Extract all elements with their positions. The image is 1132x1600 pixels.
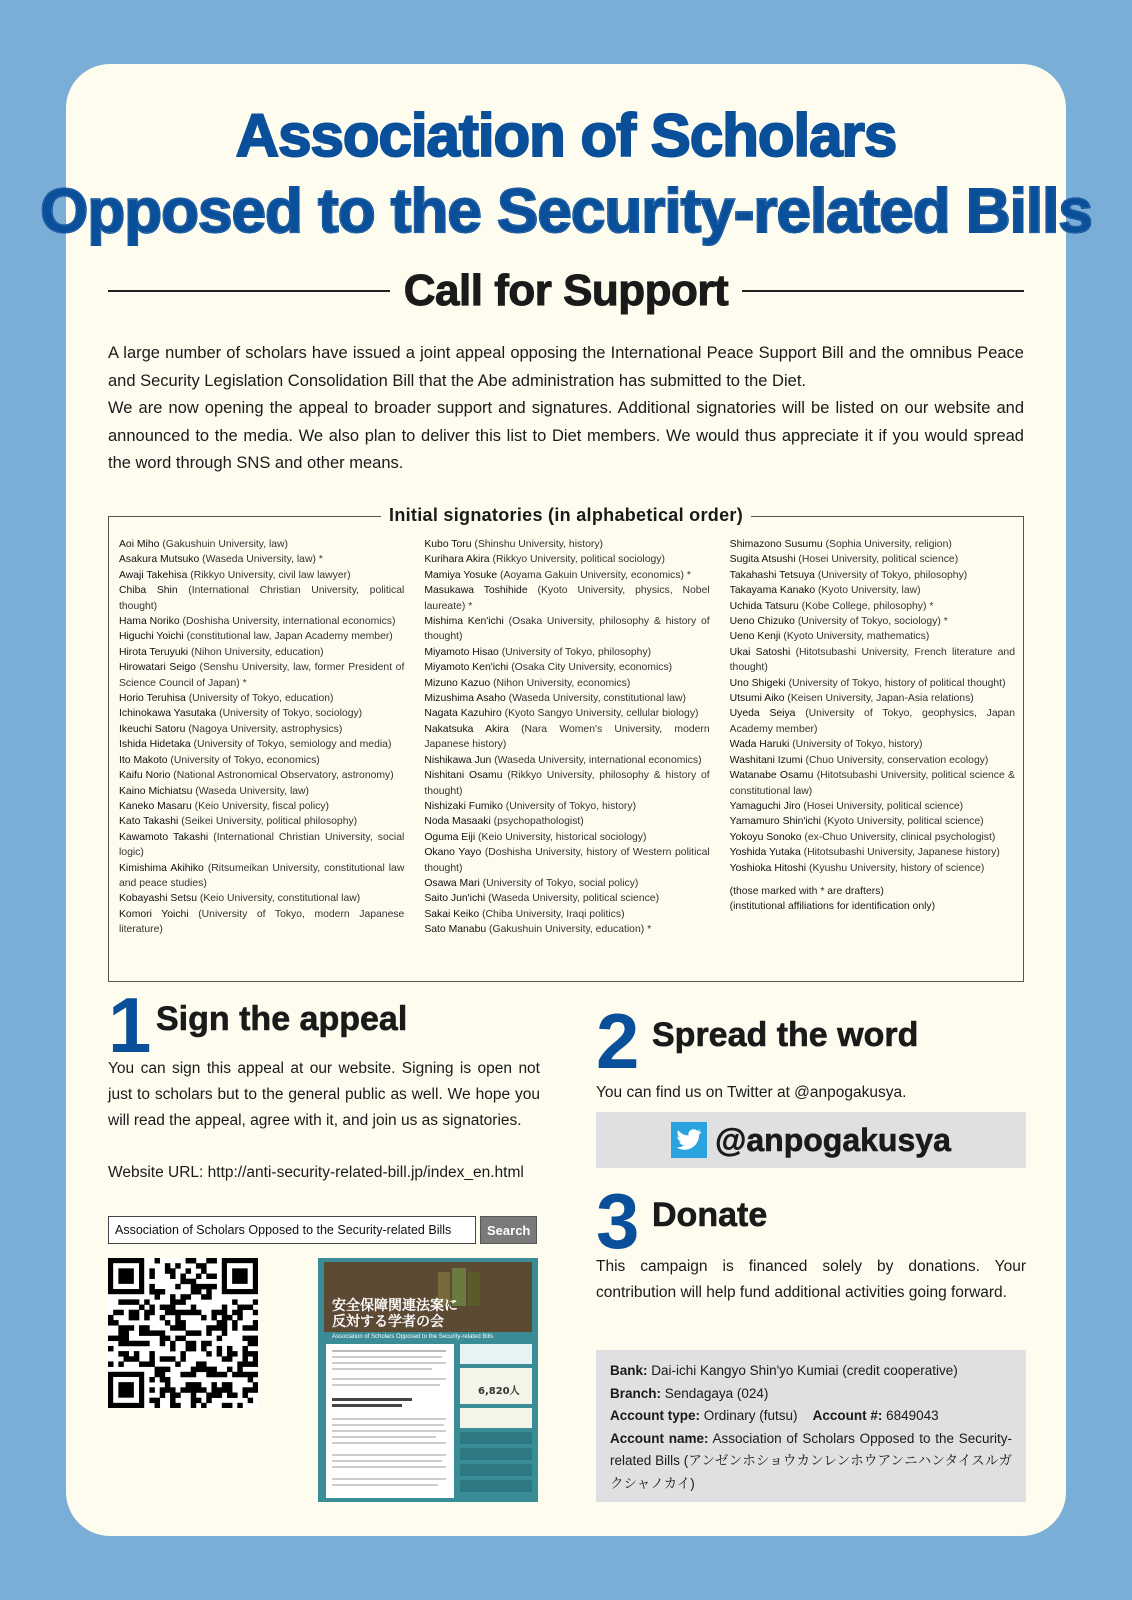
signatory-affiliation: (International Christian University, political thought) (119, 585, 405, 612)
signatory-name: Nishikawa Jun (424, 754, 492, 766)
website-screenshot (318, 1258, 538, 1502)
signatory-affiliation: (University of Tokyo, history of political thought) (788, 677, 1006, 689)
signatory-name: Mamiya Yosuke (424, 569, 498, 581)
signatory-item (424, 753, 709, 768)
intro-text (108, 340, 1024, 478)
signatory-affiliation: (International Christian University, social logic) (119, 831, 405, 859)
section-3-number: 3 (596, 1177, 640, 1265)
signatory-affiliation: (Rikkyo University, civil law lawyer) (190, 569, 351, 581)
signatory-name: Ukai Satoshi (729, 646, 791, 658)
shot-jp-title-1: 安全保障関連法案に (332, 1298, 458, 1314)
signatory-affiliation: (Kyoto University, mathematics) (783, 631, 930, 643)
signatory-affiliation: (Kyoto University, physics, Nobel laureate) * (424, 585, 710, 612)
signatory-affiliation: (Hitotsubashi University, political science & constitutional law) (729, 770, 1015, 797)
signatory-item (424, 722, 709, 753)
signatory-affiliation: (Hosei University, political science) (798, 554, 959, 566)
signatory-affiliation: (Gakushuin University, education) * (489, 924, 652, 936)
signatory-affiliation: (National Astronomical Observatory, astronomy) (173, 770, 394, 782)
signatory-affiliation: (Ritsumeikan University, constitutional law and peace studies) (119, 862, 405, 889)
signatory-affiliation: (Waseda University, political science) (488, 893, 660, 905)
signatory-affiliation: (Aoyama Gakuin University, economics) * (500, 569, 691, 581)
signatory-affiliation: (Kyushu University, history of science) (808, 862, 985, 874)
signatory-item (119, 706, 404, 721)
shot-counter: 6,820人 (478, 1386, 520, 1397)
signatory-name: Uno Shigeki (729, 677, 786, 689)
signatory-affiliation: (Shinshu University, history) (474, 539, 603, 550)
signatory-name: Kaino Michiatsu (119, 785, 193, 797)
call-title: Call for Support (403, 266, 729, 315)
signatory-name: Ito Makoto (119, 754, 168, 766)
signatory-name: Washitani Izumi (729, 754, 803, 766)
divider-left (108, 290, 390, 292)
signatory-item (424, 645, 709, 660)
signatory-item (424, 614, 709, 645)
signatory-name: Hirowatari Seigo (119, 662, 196, 674)
signatory-affiliation: (Osaka University, philosophy & history of thought) (424, 616, 710, 643)
signatory-note: (those marked with * are drafters) (729, 885, 884, 897)
signatory-note: (institutional affiliations for identification only) (729, 901, 936, 913)
signatory-affiliation: (Rikkyo University, philosophy & history of thought) (424, 770, 710, 797)
title-line-2 (0, 174, 1132, 250)
signatory-affiliation: (Waseda University, international economics) (494, 754, 702, 766)
signatories-column-2 (424, 537, 709, 938)
signatory-item (119, 830, 404, 861)
call-for-support-heading (108, 266, 1024, 316)
signatory-affiliation: (Osaka City University, economics) (511, 662, 673, 674)
signatory-affiliation: (Hitotsubashi University, Japanese history) (803, 847, 1000, 859)
signatory-affiliation: (Waseda University, law) * (202, 554, 323, 566)
signatory-name: Osawa Mari (424, 877, 480, 889)
signatory-name: Kaifu Norio (119, 770, 171, 782)
signatory-affiliation: (University of Tokyo, geophysics, Japan Academy member) (729, 708, 1015, 735)
signatory-name: Asakura Mutsuko (119, 554, 200, 566)
signatory-affiliation: (Nara Women's University, modern Japanese history) (424, 723, 710, 751)
signatory-name: Miyamoto Hisao (424, 646, 499, 658)
signatory-name: Miyamoto Ken'ichi (424, 662, 509, 674)
signatories-heading-text: Initial signatories (in alphabetical order) (381, 505, 751, 525)
signatory-affiliation: (Keio University, constitutional law) (199, 893, 361, 905)
signatory-name: Higuchi Yoichi (119, 631, 184, 643)
signatory-affiliation: (University of Tokyo, economics) (170, 754, 320, 766)
section-3-title: Donate (652, 1196, 768, 1234)
signatory-affiliation: (Keio University, historical sociology) (478, 831, 647, 843)
donate-text: This campaign is financed solely by donations. Your contribution will help fund additional activities going forward. (596, 1258, 1026, 1301)
signatory-affiliation: (University of Tokyo, history) (505, 800, 637, 812)
signatory-affiliation: (Doshisha University, history of Western political thought) (424, 847, 710, 874)
signatory-name: Masukawa Toshihide (424, 585, 528, 597)
search-button[interactable]: Search (480, 1216, 537, 1244)
signatory-name: Ikeuchi Satoru (119, 723, 186, 735)
signatories-column-3 (730, 537, 1015, 938)
signatory-affiliation: (Hitotsubashi University, French literature and thought) (729, 646, 1015, 674)
intro-paragraph-1: A large number of scholars have issued a joint appeal opposing the International Peace Support Bill and the omnibus Peace and Security Legislation Consolidation Bill that the Abe administration has submitted to the Diet. (108, 344, 1024, 390)
signatory-name: Horio Teruhisa (119, 693, 186, 705)
signatory-item (730, 830, 1015, 845)
signatory-affiliation: (Chuo University, conservation ecology) (805, 754, 989, 766)
search-input[interactable]: Association of Scholars Opposed to the Security-related Bills (108, 1216, 476, 1244)
signatory-item (119, 861, 404, 892)
signatory-item (119, 784, 404, 799)
twitter-handle: @anpogakusya (715, 1121, 951, 1158)
intro-paragraph-2: We are now opening the appeal to broader support and signatures. Additional signatories will be listed on our website and announced to the media. We also plan to deliver this list to Diet members. We would thus appreciate it if you would spread the word through SNS and other means. (108, 399, 1024, 472)
signatory-item (730, 599, 1015, 614)
signatory-affiliation: (Keisen University, Japan-Asia relations) (787, 693, 974, 705)
signatory-name: Ueno Kenji (729, 631, 781, 643)
signatory-affiliation: (Nihon University, economics) (493, 677, 631, 689)
signatory-item (730, 691, 1015, 706)
signatory-affiliation: (Kyoto University, political science) (823, 816, 984, 828)
section-1-number: 1 (108, 981, 152, 1069)
qr-code (108, 1258, 258, 1408)
signatory-name: Yoshida Yutaka (729, 847, 801, 859)
signatory-affiliation: (University of Tokyo, education) (188, 693, 334, 705)
bank-details (596, 1350, 1026, 1502)
twitter-bird-icon (671, 1122, 707, 1158)
title-line-1: Association of Scholars (235, 102, 897, 169)
signatory-item (424, 830, 709, 845)
signatory-name: Takayama Kanako (729, 585, 816, 597)
signatory-affiliation: (University of Tokyo, history) (792, 739, 923, 751)
signatory-item (730, 583, 1015, 598)
signatory-name: Uchida Tatsuru (729, 600, 799, 612)
signatory-name: Kaneko Masaru (119, 800, 192, 812)
account-name-line: Account name: Association of Scholars Opposed to the Security-related Bills (アンゼンホショウカンレンホウアンニハンタイスルガクシャノカイ) (610, 1430, 1012, 1491)
signatory-name: Ueno Chizuko (729, 616, 795, 628)
section-1-title: Sign the appeal (156, 1000, 408, 1038)
signatory-item (730, 676, 1015, 691)
signatory-item (424, 583, 709, 614)
signatory-name: Nakatsuka Akira (424, 723, 509, 735)
signatory-name: Yamamuro Shin'ichi (729, 816, 821, 828)
website-screenshot-graphic (318, 1258, 538, 1502)
signatory-affiliation: (Nagoya University, astrophysics) (188, 723, 343, 735)
signatory-item (730, 768, 1015, 799)
bank-line: Bank: Dai-ichi Kangyo Shin'yo Kumiai (credit cooperative) (610, 1363, 958, 1378)
signatory-item (730, 753, 1015, 768)
signatory-name: Kimishima Akihiko (119, 862, 204, 874)
signatory-name: Kobayashi Setsu (119, 893, 197, 905)
signatory-affiliation: (Waseda University, law) (195, 785, 309, 797)
signatory-item (730, 706, 1015, 737)
signatory-item (119, 629, 404, 644)
signatory-notes (730, 884, 1015, 915)
signatory-item (730, 568, 1015, 583)
signatory-name: Kato Takashi (119, 816, 179, 828)
signatory-affiliation: (Kobe College, philosophy) * (801, 600, 934, 612)
signatory-name: Nishitani Osamu (424, 770, 503, 782)
signatory-name: Mishima Ken'ichi (424, 616, 504, 628)
signatory-name: Chiba Shin (119, 585, 178, 597)
signatory-item (119, 614, 404, 629)
signatory-affiliation: (Hosei University, political science) (803, 800, 964, 812)
signatory-item (730, 629, 1015, 644)
signatory-item (730, 537, 1015, 552)
signatory-item (119, 768, 404, 783)
search-bar (108, 1216, 537, 1244)
signatory-item (119, 753, 404, 768)
signatory-affiliation: (Sophia University, religion) (825, 539, 952, 550)
signatories-box (108, 505, 1024, 982)
signatory-name: Nishizaki Fumiko (424, 800, 503, 812)
signatory-item (119, 660, 404, 691)
signatory-affiliation: (University of Tokyo, semiology and media) (193, 739, 392, 751)
signatory-name: Shimazono Susumu (729, 539, 823, 550)
signatory-name: Wada Haruki (729, 739, 790, 751)
signatory-name: Mizuno Kazuo (424, 677, 491, 689)
signatory-item (730, 814, 1015, 829)
signatory-affiliation: (University of Tokyo, philosophy) (501, 646, 652, 658)
section-2-title: Spread the word (652, 1016, 919, 1054)
signatory-affiliation: (constitutional law, Japan Academy member) (186, 631, 393, 643)
signatory-name: Watanabe Osamu (729, 770, 814, 782)
signatory-affiliation: (University of Tokyo, philosophy) (817, 569, 968, 581)
signatory-item (119, 737, 404, 752)
website-url[interactable]: Website URL: http://anti-security-related-bill.jp/index_en.html (108, 1164, 524, 1181)
signatory-name: Okano Yayo (424, 847, 482, 859)
signatory-name: Oguma Eiji (424, 831, 476, 843)
signatory-affiliation: (Kyoto University, law) (818, 585, 921, 597)
signatory-name: Yoshioka Hitoshi (729, 862, 807, 874)
signatory-item (119, 891, 404, 906)
signatory-item (119, 583, 404, 614)
signatory-name: Kawamoto Takashi (119, 831, 209, 843)
signatory-name: Sakai Keiko (424, 908, 480, 920)
signatory-item (119, 907, 404, 938)
signatory-name: Hama Noriko (119, 616, 180, 628)
signatory-item (119, 537, 404, 552)
signatory-item (424, 768, 709, 799)
signatory-item (730, 861, 1015, 876)
signatory-item (424, 676, 709, 691)
account-type-line: Account type: Ordinary (futsu) Account #: 6849043 (610, 1408, 939, 1423)
signatory-item (119, 691, 404, 706)
signatory-name: Noda Masaaki (424, 816, 491, 828)
signatory-affiliation: (Senshu University, law, former President of Science Council of Japan) * (119, 662, 405, 689)
signatory-item (424, 660, 709, 675)
signatory-name: Awaji Takehisa (119, 569, 188, 581)
signatory-name: Sugita Atsushi (729, 554, 796, 566)
signatory-affiliation: (Nihon University, education) (191, 646, 324, 658)
signatory-item (730, 614, 1015, 629)
signatory-item (424, 537, 709, 552)
signatory-name: Yokoyu Sonoko (729, 831, 802, 843)
signatory-item (119, 814, 404, 829)
signatory-affiliation: (University of Tokyo, sociology) (219, 708, 363, 720)
signatory-affiliation: (University of Tokyo, sociology) * (797, 616, 948, 628)
signatories-column-1 (119, 537, 404, 938)
signatory-item (424, 706, 709, 721)
title-line-2-text: Opposed to the Security-related Bills (40, 177, 1092, 246)
shot-en-sub: Association of Scholars Opposed to the Security-related Bills (332, 1334, 494, 1340)
divider-right (742, 290, 1024, 292)
signatory-name: Nagata Kazuhiro (424, 708, 502, 720)
signatory-affiliation: (Rikkyo University, political sociology) (492, 554, 665, 566)
sign-text: You can sign this appeal at our website. Signing is open not just to scholars but to the general public as well. We hope you will read the appeal, agree with it, and join us as signatories. (108, 1060, 540, 1129)
branch-line: Branch: Sendagaya (024) (610, 1385, 769, 1401)
signatory-name: Aoi Miho (119, 539, 160, 550)
signatory-name: Takahashi Tetsuya (729, 569, 815, 581)
signatory-affiliation: (Gakushuin University, law) (162, 539, 289, 550)
signatory-item (424, 891, 709, 906)
signatory-item (730, 737, 1015, 752)
signatory-affiliation: (Keio University, fiscal policy) (194, 800, 330, 812)
signatory-item (424, 799, 709, 814)
signatory-item (424, 845, 709, 876)
signatory-affiliation: (Doshisha University, international economics) (182, 616, 396, 628)
signatory-item (730, 645, 1015, 676)
signatory-item (424, 691, 709, 706)
signatory-item (424, 907, 709, 922)
signatory-item (730, 845, 1015, 860)
signatory-item (119, 552, 404, 567)
signatory-name: Uyeda Seiya (729, 708, 796, 720)
signatory-item (119, 799, 404, 814)
signatory-name: Ichinokawa Yasutaka (119, 708, 217, 720)
signatory-item (424, 922, 709, 937)
signatory-item (119, 722, 404, 737)
signatory-name: Saito Jun'ichi (424, 893, 486, 905)
twitter-bar[interactable] (596, 1112, 1026, 1168)
signatory-item (730, 552, 1015, 567)
signatory-name: Mizushima Asaho (424, 693, 506, 705)
qr-code-graphic (108, 1258, 258, 1408)
signatory-name: Kurihara Akira (424, 554, 490, 566)
signatories-columns (119, 537, 1015, 938)
signatory-name: Komori Yoichi (119, 908, 189, 920)
signatory-item (424, 876, 709, 891)
signatories-heading (109, 505, 1023, 526)
signatory-name: Sato Manabu (424, 924, 487, 936)
signatory-item (119, 645, 404, 660)
section-2-number: 2 (596, 997, 640, 1085)
signatory-affiliation: (Waseda University, constitutional law) (508, 693, 686, 705)
signatory-affiliation: (psychopathologist) (493, 816, 584, 828)
signatory-item (119, 568, 404, 583)
spread-text: You can find us on Twitter at @anpogakusya. (596, 1084, 907, 1101)
signatory-affiliation: (University of Tokyo, social policy) (482, 877, 639, 889)
signatory-affiliation: (ex-Chuo University, clinical psychologist) (804, 831, 996, 843)
signatory-name: Hirota Teruyuki (119, 646, 189, 658)
signatory-name: Kubo Toru (424, 539, 472, 550)
signatory-affiliation: (Kyoto Sangyo University, cellular biology) (504, 708, 699, 720)
signatory-item (730, 799, 1015, 814)
signatory-item (424, 814, 709, 829)
shot-jp-title-2: 反対する学者の会 (332, 1314, 444, 1330)
signatory-affiliation: (Seikei University, political philosophy) (181, 816, 358, 828)
signatory-item (424, 568, 709, 583)
signatory-name: Ishida Hidetaka (119, 739, 191, 751)
signatory-affiliation: (University of Tokyo, modern Japanese literature) (119, 908, 405, 936)
signatory-name: Yamaguchi Jiro (729, 800, 801, 812)
signatory-item (424, 552, 709, 567)
signatory-name: Utsumi Aiko (729, 693, 785, 705)
signatory-affiliation: (Chiba University, Iraqi politics) (482, 908, 625, 920)
